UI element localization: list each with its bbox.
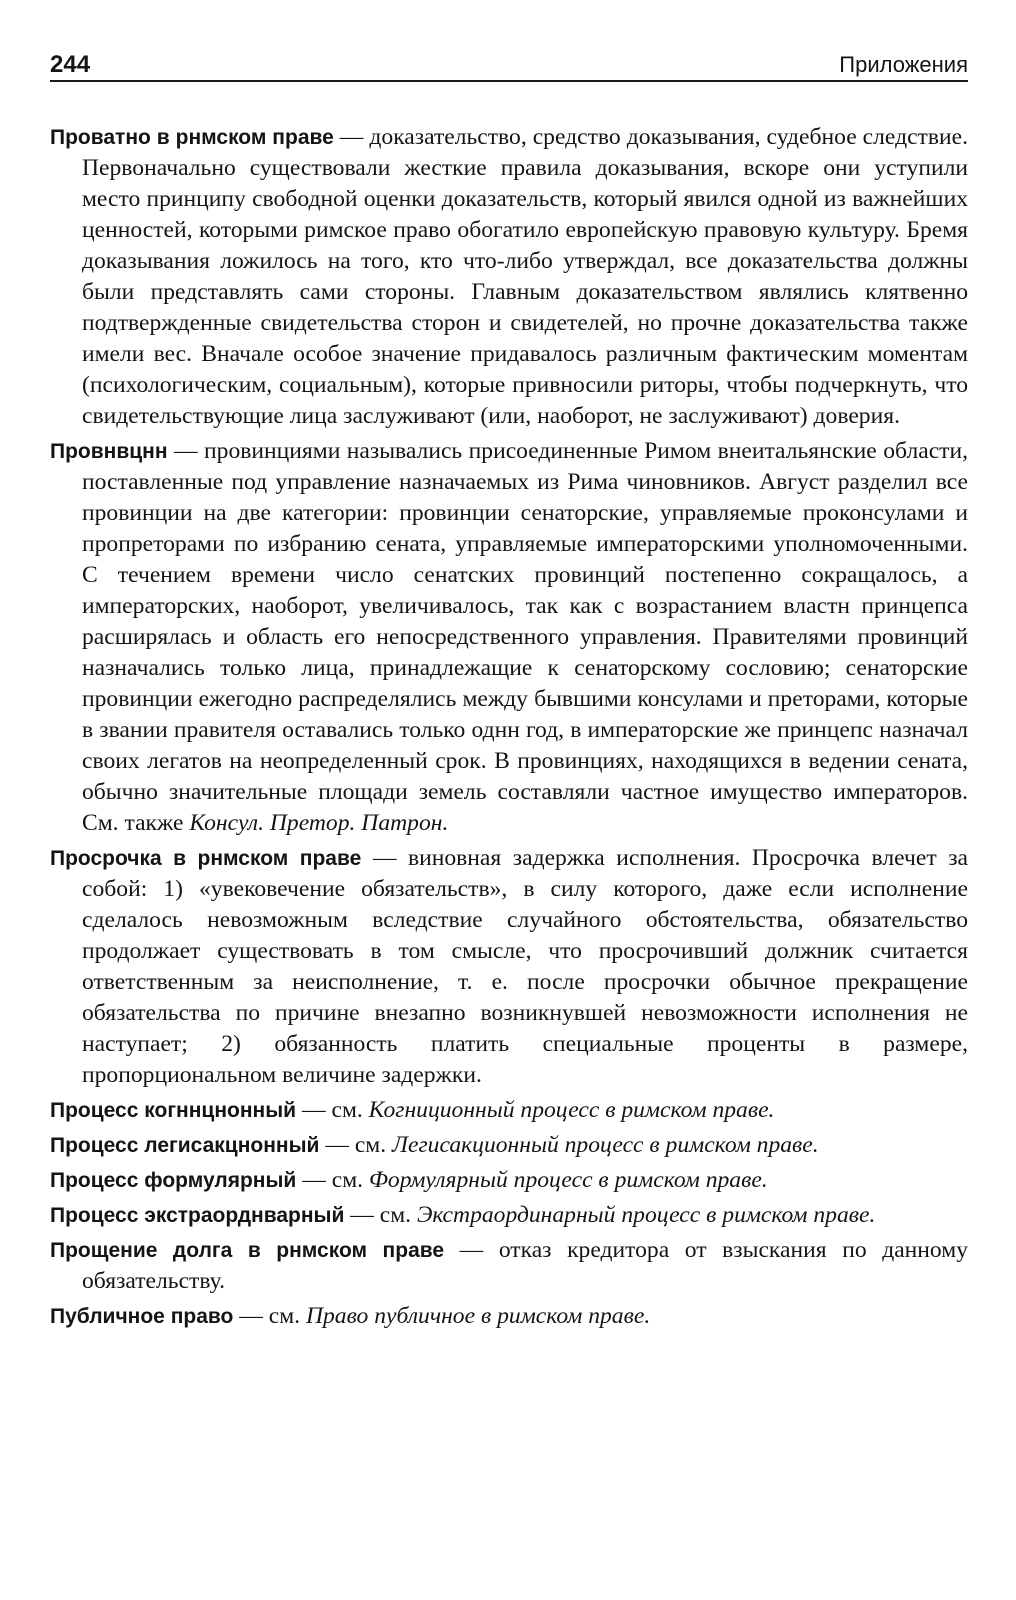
entry-cross-reference: Формулярный процесс в римском праве. (368, 1167, 768, 1193)
entry-dash: — (233, 1303, 269, 1329)
entry-definition: доказательство, средство доказывания, судебное следствие. Первоначально существовали жесткие правила доказывания, вскоре они уступили место принципу свободной оценки доказательств, который явился одной из важнейших ценностей, которыми римское право обогатило европейскую правовую культуру. Бремя доказывания ложилось на того, кто что-либо утверждал, все доказательства должны были представлять сами стороны. Главным доказательством являлись клятвенно подтвержденные свидетельства сторон и свидетелей, но прочне доказательства также имели вес. Вначале особое значение придавалось различным фактическим моментам (психологическим, социальным), которые привносили риторы, чтобы подчеркнуть, что свидетельствующие лица заслуживают (или, наоборот, не заслуживают) доверия. (82, 124, 968, 429)
book-page (50, 48, 968, 1336)
entry-definition: см. (268, 1303, 306, 1329)
entry-definition: виновная задержка исполнения. Просрочка влечет за собой: 1) «увековечение обязательств», в силу которого, даже если исполнение сделалось невозможным вследствие случайного обстоятельства, обязательство продолжает существовать в том смысле, что просрочивший должник считается ответственным за неисполнение, т. е. после просрочки обычное прекращение обязательства по причине внезапно возникнувшей невозможности исполнения не наступает; 2) обязанность платить специальные проценты в размере, пропорциональном величине задержки. (82, 845, 968, 1088)
entry-definition: провинциями назывались присоединенные Римом внеитальянские области, поставленные под управление назначаемых из Рима чиновников. Август разделил все провинции на две категории: провинции сенаторские, управляемые проконсулами и пропреторами по избранию сената, управляемые императорскими уполномоченными. С течением времени число сенатских провинций постепенно сокращалось, а императорских, наоборот, увеличивалось, так как с возрастанием властн принцепса расширялась и область его непосредственного управления. Правителями провинций назначались только лица, принадлежащие к сенаторскому сословию; сенаторские провинции ежегодно распределялись между бывшими консулами и преторами, которые в звании правителя оставались только однн год, в императорские же принцепс назначал своих легатов на неопределенный срок. В провинциях, находящихся в ведении сената, обычно значительные площади земель составляли частное имущество императоров. См. также (82, 438, 969, 836)
entry-definition: см. (331, 1097, 369, 1123)
entry-definition: см. (354, 1132, 393, 1158)
entry-cross-reference: Легисакционный процесс в римском праве. (392, 1132, 819, 1158)
entry-definition: см. (331, 1167, 369, 1193)
glossary-entry (50, 843, 968, 1091)
glossary-entries (50, 122, 968, 1332)
entry-term: Проватно в рнмском праве (50, 126, 334, 149)
section-title: Приложения (839, 52, 968, 77)
entry-dash: — (296, 1097, 332, 1123)
glossary-entry (50, 436, 968, 839)
entry-term: Процесс легисакцнонный (50, 1134, 320, 1157)
entry-dash: — (167, 438, 205, 464)
glossary-entry (50, 1235, 968, 1297)
running-header (50, 48, 968, 82)
glossary-entry (50, 1165, 968, 1196)
entry-dash: — (296, 1167, 332, 1193)
entry-cross-reference: Экстраординарный процесс в римском праве. (416, 1202, 876, 1228)
entry-cross-reference: Консул. Претор. Патрон. (189, 810, 449, 836)
entry-term: Процесс формулярный (50, 1169, 297, 1192)
entry-term: Прощение долга в рнмском праве (50, 1239, 445, 1262)
entry-cross-reference: Право публичное в римском праве. (305, 1303, 651, 1329)
entry-cross-reference: Когниционный процесс в римском праве. (368, 1097, 775, 1123)
glossary-entry (50, 1130, 968, 1161)
page-number: 244 (50, 51, 91, 78)
entry-definition: см. (379, 1202, 417, 1228)
entry-term: Провнвцнн (50, 440, 168, 463)
entry-dash: — (361, 845, 408, 871)
glossary-entry (50, 1301, 968, 1332)
glossary-entry (50, 122, 968, 432)
entry-definition: отказ кредитора от взыскания по данному обязательству. (82, 1237, 969, 1294)
entry-term: Публичное право (50, 1305, 234, 1328)
entry-dash: — (319, 1132, 355, 1158)
entry-term: Процесс когннцнонный (50, 1099, 297, 1122)
glossary-entry (50, 1095, 968, 1126)
entry-term: Процесс экстраорднварный (50, 1204, 345, 1227)
entry-dash: — (444, 1237, 499, 1263)
entry-dash: — (344, 1202, 380, 1228)
glossary-entry (50, 1200, 968, 1231)
entry-dash: — (333, 124, 370, 150)
entry-term: Просрочка в рнмском праве (50, 847, 362, 870)
